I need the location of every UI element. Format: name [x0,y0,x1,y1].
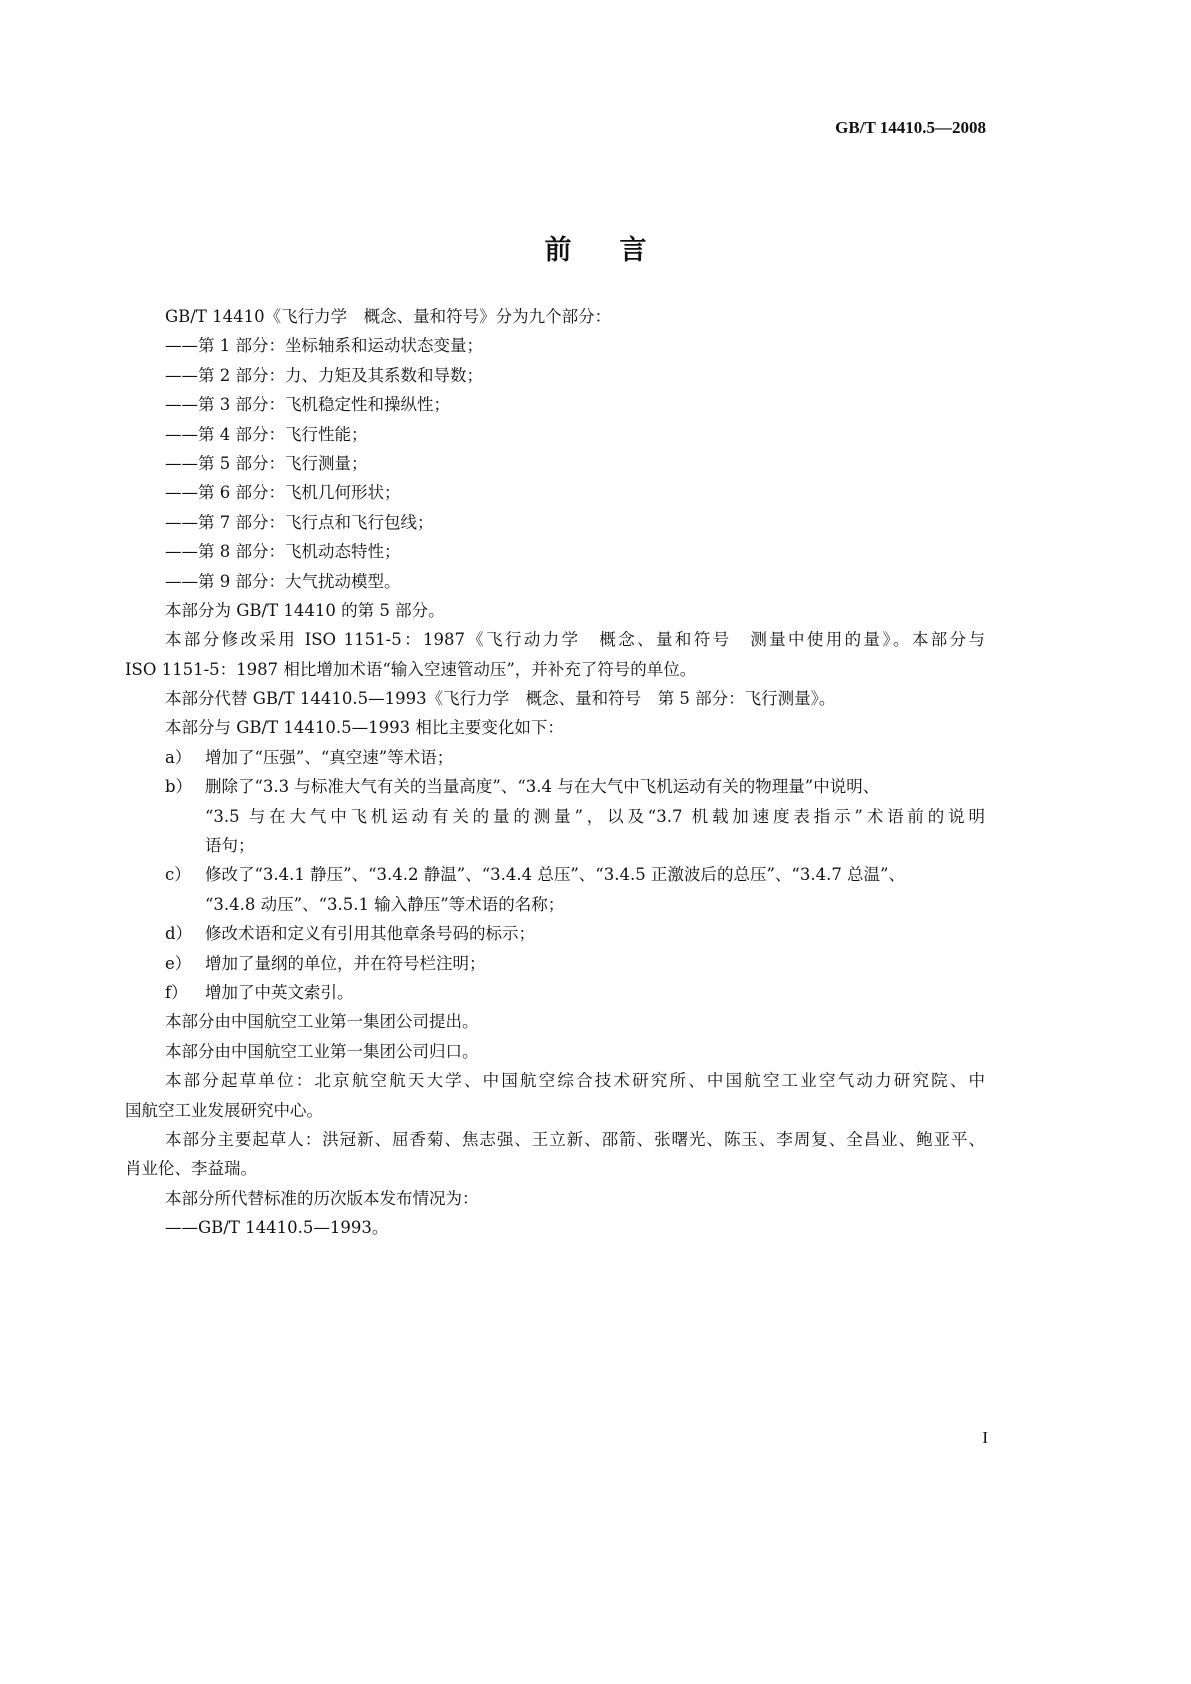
list-item: ——第 6 部分：飞机几何形状； [165,483,401,503]
paragraph: 本部分起草单位：北京航空航天大学、中国航空综合技术研究所、中国航空工业空气动力研究院、中 [165,1071,985,1091]
item-label: d） [165,924,193,944]
item-label: b） [165,777,193,797]
paragraph-cont: 国航空工业发展研究中心。 [125,1100,323,1120]
paragraph: 本部分与 GB/T 14410.5—1993 相比主要变化如下： [165,718,564,738]
paragraph: 本部分所代替标准的历次版本发布情况为： [165,1188,479,1208]
page-number: I [982,1428,988,1447]
list-item: ——第 2 部分：力、力矩及其系数和导数； [165,365,483,385]
paragraph: 本部分修改采用 ISO 1151-5：1987《飞行动力学 概念、量和符号 测量中使用的量》。本部分与 [165,630,985,650]
item-text-cont: 语句； [205,836,255,856]
item-text: 增加了量纲的单位，并在符号栏注明； [205,953,486,973]
paragraph: 本部分代替 GB/T 14410.5—1993《飞行力学 概念、量和符号 第 5 部分：飞行测量》。 [165,689,836,709]
change-item-e [125,949,985,978]
list-item: ——第 5 部分：飞行测量； [165,453,368,473]
item-text: 修改术语和定义有引用其他章条号码的标示； [205,924,535,944]
list-item: ——GB/T 14410.5—1993。 [165,1218,389,1238]
item-text: 增加了中英文索引。 [205,982,354,1002]
item-label: c） [165,865,191,885]
standard-number: GB/T 14410.5—2008 [835,118,986,137]
page-title: 前言 [544,235,695,266]
list-item: ——第 7 部分：飞行点和飞行包线； [165,512,434,532]
item-text: 删除了“3.3 与标准大气有关的当量高度”、“3.4 与在大气中飞机运动有关的物理量”中说明、 [205,777,880,797]
item-text-cont: “3.4.8 动压”、“3.5.1 输入静压”等术语的名称； [205,894,565,914]
paragraph-cont: ISO 1151-5：1987 相比增加术语“输入空速管动压”，并补充了符号的单位。 [125,659,697,679]
foreword-body [125,302,985,1243]
item-label: e） [165,953,192,973]
list-item: ——第 9 部分：大气扰动模型。 [165,571,401,591]
item-label: f） [165,982,188,1002]
paragraph: GB/T 14410《飞行力学 概念、量和符号》分为九个部分： [165,307,612,326]
change-item-f [125,978,985,1007]
item-text: 增加了“压强”、“真空速”等术语； [205,747,454,767]
list-item: ——第 3 部分：飞机稳定性和操纵性； [165,395,450,415]
change-item-d [125,919,985,948]
paragraph: 本部分为 GB/T 14410 的第 5 部分。 [165,600,445,620]
item-text-cont: “3.5 与在大气中飞机运动有关的量的测量”，以及“3.7 机载加速度表指示”术语前的说明 [205,806,985,826]
list-item: ——第 1 部分：坐标轴系和运动状态变量； [165,336,483,356]
paragraph: 本部分主要起草人：洪冠新、屈香菊、焦志强、王立新、邵箭、张曙光、陈玉、李周复、全昌业、鲍亚平、 [165,1129,985,1149]
paragraph-cont: 肖业伦、李益瑞。 [125,1159,257,1179]
change-item-c [125,860,985,889]
list-item: ——第 4 部分：飞行性能； [165,424,368,444]
item-text: 修改了“3.4.1 静压”、“3.4.2 静温”、“3.4.4 总压”、“3.4.5 正激波后的总压”、“3.4.7 总温”、 [205,865,905,885]
change-item-a [125,743,985,772]
change-item-b [125,772,985,801]
paragraph: 本部分由中国航空工业第一集团公司归口。 [165,1041,479,1061]
paragraph: 本部分由中国航空工业第一集团公司提出。 [165,1012,479,1032]
item-label: a） [165,747,192,767]
list-item: ——第 8 部分：飞机动态特性； [165,542,401,562]
